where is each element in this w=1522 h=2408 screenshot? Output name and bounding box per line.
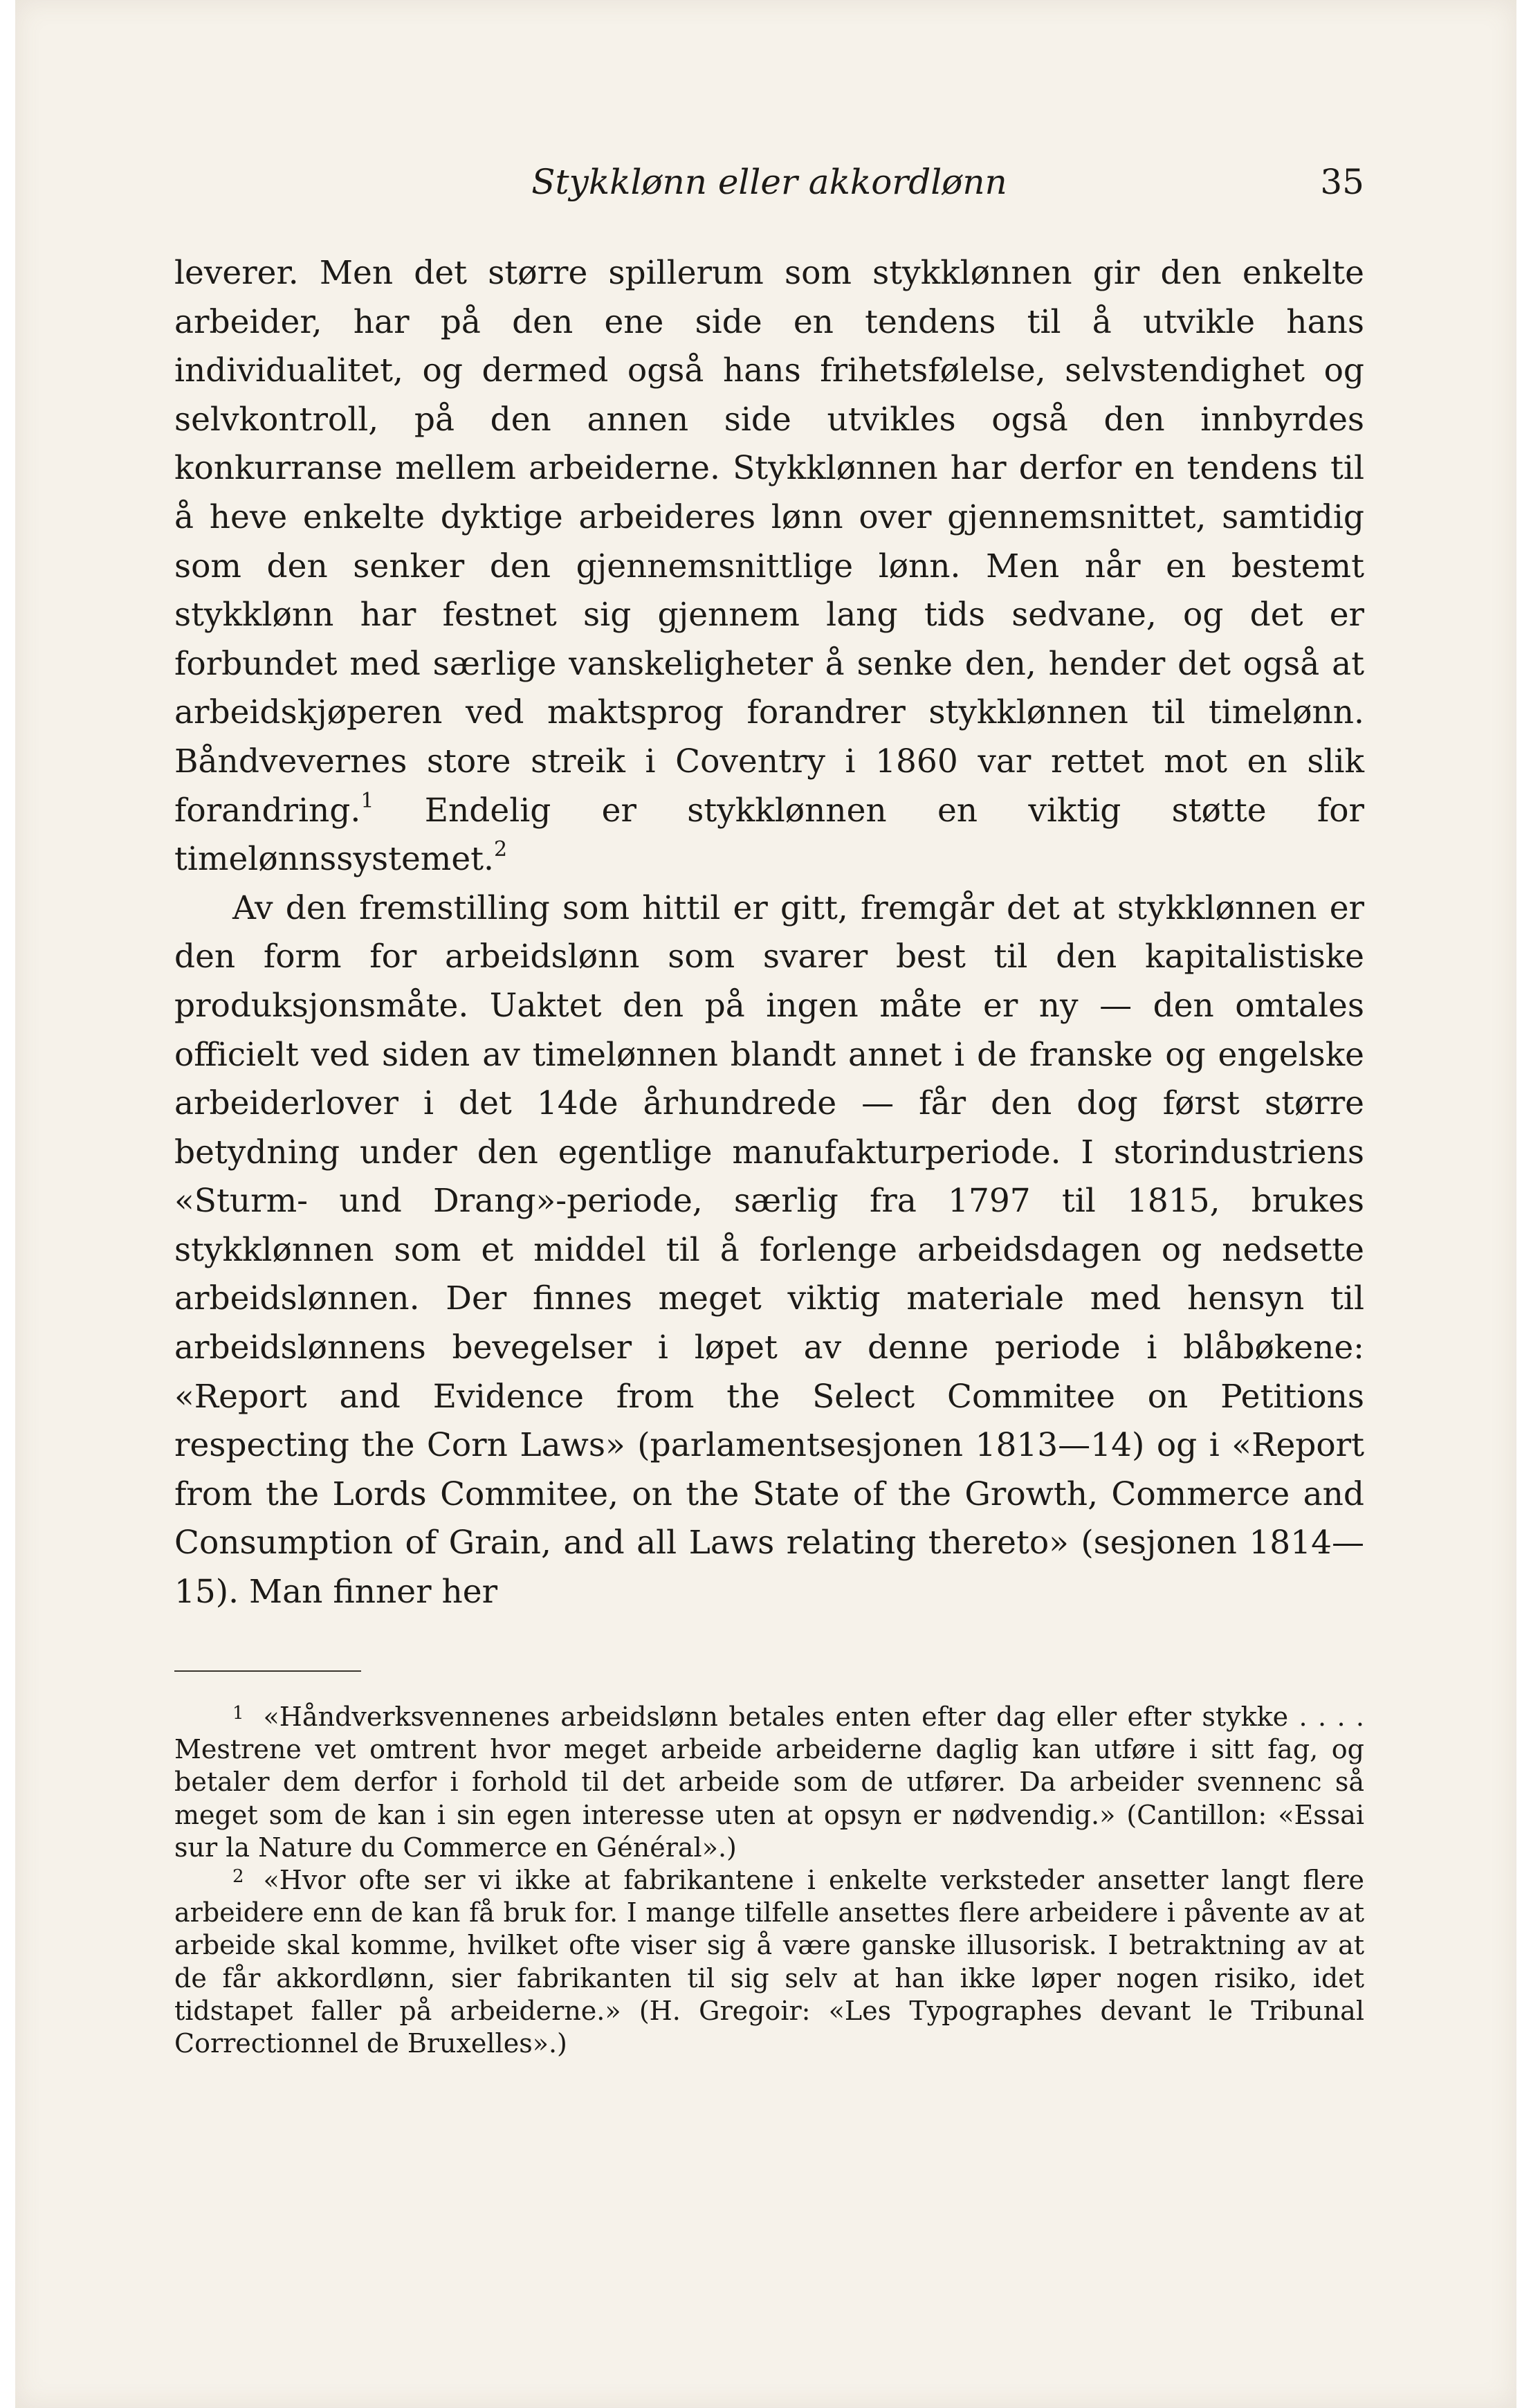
footnote-mark: 1 <box>232 1703 244 1724</box>
paragraph <box>174 249 1364 884</box>
body-text <box>174 249 1364 1617</box>
footnote-reference: 1 <box>360 788 374 813</box>
paragraph-text: Endelig er stykklønnen en viktig støtte for timelønnssystemet. <box>174 791 1364 879</box>
book-page <box>15 0 1516 2408</box>
paragraph: Av den fremstilling som hittil er gitt, fremgår det at stykklønnen er den form for arbeidslønn som svarer best til den kapitalistiske produksjonsmåte. Uaktet den på ingen måte er ny — den omtales officielt ved siden av timelønnen blandt annet i de franske og engelske arbeiderlover i det 14de århundrede — får den dog først større betydning under den egentlige manufakturperiode. I storindustriens «Sturm- und Drang»-periode, særlig fra 1797 til 1815, brukes stykklønnen som et middel til å forlenge arbeidsdagen og nedsette arbeidslønnen. Der finnes meget viktig materiale med hensyn til arbeidslønnens bevegelser i løpet av denne periode i blåbøkene: «Report and Evidence from the Select Commitee on Petitions respecting the Corn Laws» (parlamentsesjonen 1813—14) og i «Report from the Lords Commitee, on the State of the Growth, Commerce and Consumption of Grain, and all Laws relating thereto» (sesjonen 1814—15). Man finner her <box>174 888 1364 1612</box>
running-title: Stykklønn eller akkordlønn <box>531 162 1007 202</box>
footnote <box>174 1701 1364 1864</box>
footnote <box>174 1864 1364 2060</box>
page-number: 35 <box>1320 162 1364 202</box>
footnote-separator <box>174 1670 361 1672</box>
footnotes <box>174 1701 1364 2060</box>
footnote-text: «Håndverksvennenes arbeidslønn betales enten efter dag eller efter stykke . . . . Mestrene vet omtrent hvor meget arbeide arbeiderne daglig kan utføre i sitt fag, og betaler dem derfor i forhold til det arbeide som de utfører. Da arbeider svennenc så meget som de kan i sin egen interesse uten at opsyn er nødvendig.» (Cantillon: «Essai sur la Nature du Commerce en Général».) <box>174 1702 1364 1863</box>
footnote-reference: 2 <box>494 837 508 862</box>
page-header <box>174 158 1364 206</box>
paragraph-text: leverer. Men det større spillerum som stykklønnen gir den enkelte arbeider, har på den ene side en tendens til å utvikle hans individualitet, og dermed også hans frihetsfølelse, selvstendighet og selvkontroll, på den annen side utvikles også den innbyrdes konkurranse mellem arbeiderne. Stykklønnen har derfor en tendens til å heve enkelte dyktige arbeideres lønn over gjennemsnittet, samtidig som den senker den gjennemsnittlige lønn. Men når en bestemt stykklønn har festnet sig gjennem lang tids sedvane, og det er forbundet med særlige vanskeligheter å senke den, hender det også at arbeidskjøperen ved maktsprog forandrer stykklønnen til timelønn. Båndvevernes store streik i Coventry i 1860 var rettet mot en slik forandring. <box>174 254 1364 830</box>
footnote-text: «Hvor ofte ser vi ikke at fabrikantene i enkelte verksteder ansetter langt flere arbeidere enn de kan få bruk for. I mange tilfelle ansettes flere arbeidere i påvente av at arbeide skal komme, hvilket ofte viser sig å være ganske illusorisk. I betraktning av at de får akkordlønn, sier fabrikanten til sig selv at han ikke løper nogen risiko, idet tidstapet faller på arbeiderne.» (H. Gregoir: «Les Typographes devant le Tribunal Correctionnel de Bruxelles».) <box>174 1865 1364 2059</box>
footnote-mark: 2 <box>232 1866 244 1888</box>
